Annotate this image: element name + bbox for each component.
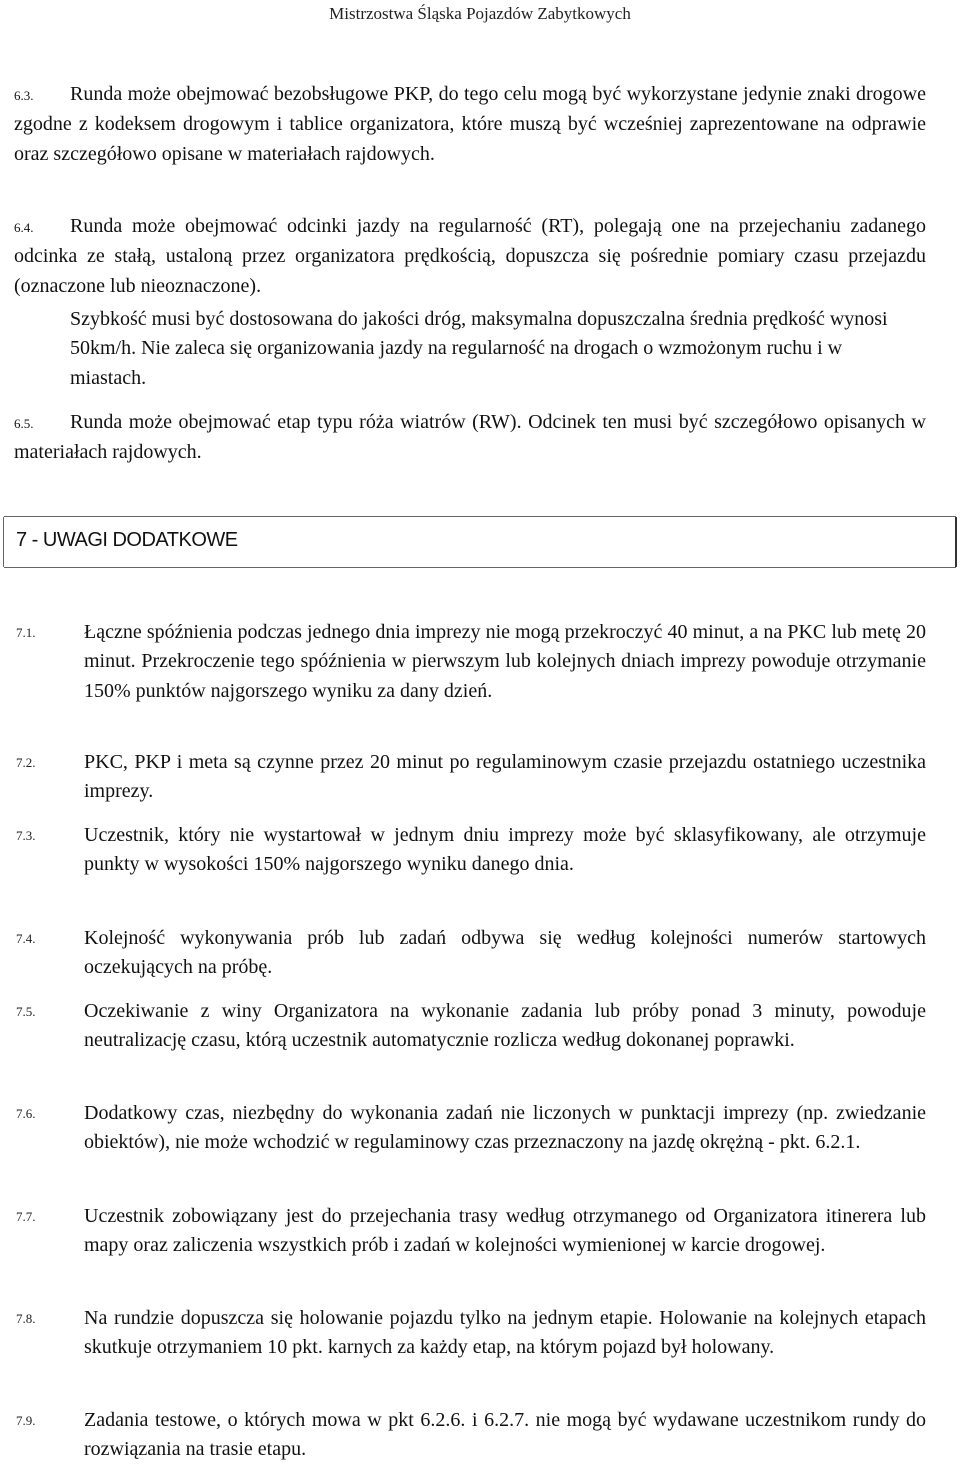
paragraph-number-7-9: 7.9. <box>16 1413 36 1428</box>
page-header: Mistrzostwa Śląska Pojazdów Zabytkowych <box>329 4 631 23</box>
paragraph-7-7: Uczestnik zobowiązany jest do przejechania trasy według otrzymanego od Organizatora itinerera lub mapy oraz zaliczenia wszystkich prób i zadań w kolejności wymienionej w karcie drogowej. <box>84 1205 926 1257</box>
paragraph-text: Runda może obejmować bezobsługowe PKP, do tego celu mogą być wykorzystane jedynie znaki drogowe zgodne z kodeksem drogowym i tablice organizatora, które muszą być wcześniej zaprezentowane na odprawie oraz szczegółowo opisane w materiałach rajdowych. <box>14 83 926 165</box>
paragraph-6-3 <box>14 80 926 169</box>
paragraph-number: 6.4. <box>14 220 34 235</box>
paragraph-7-4: Kolejność wykonywania prób lub zadań odbywa się według kolejności numerów startowych oczekujących na próbę. <box>84 927 926 979</box>
paragraph-number-7-7: 7.7. <box>16 1209 36 1224</box>
paragraph-7-5: Oczekiwanie z winy Organizatora na wykonanie zadania lub próby ponad 3 minuty, powoduje neutralizację czasu, którą uczestnik automatycznie rozlicza według dokonanej poprawki. <box>84 1000 926 1052</box>
heading-border-right <box>955 517 957 567</box>
paragraph-number-7-4: 7.4. <box>16 931 36 946</box>
heading-border-left <box>3 517 4 567</box>
paragraph-6-5 <box>14 408 926 468</box>
paragraph-text: Runda może obejmować etap typu róża wiatrów (RW). Odcinek ten musi być szczegółowo opisanych w materiałach rajdowych. <box>14 411 926 464</box>
paragraph-number-7-3: 7.3. <box>16 828 36 843</box>
paragraph-number-7-8: 7.8. <box>16 1311 36 1326</box>
paragraph-7-6: Dodatkowy czas, niezbędny do wykonania zadań nie liczonych w punktacji imprezy (np. zwiedzanie obiektów), nie może wchodzić w regulaminowy czas przeznaczony na jazdę okrężną - pkt. 6.2.1. <box>84 1102 926 1154</box>
section-title: 7 - UWAGI DODATKOWE <box>16 529 238 551</box>
paragraph-number: 6.3. <box>14 88 34 103</box>
paragraph-7-1: Łączne spóźnienia podczas jednego dnia imprezy nie mogą przekroczyć 40 minut, a na PKC lub metę 20 minut. Przekroczenie tego spóźnienia w pierwszym lub kolejnych dniach imprezy powoduje otrzymanie 150% punktów najgorszego wyniku za dany dzień. <box>84 621 926 702</box>
paragraph-7-8: Na rundzie dopuszcza się holowanie pojazdu tylko na jednym etapie. Holowanie na kolejnych etapach skutkuje otrzymaniem 10 pkt. karnych za każdy etap, na którym pojazd był holowany. <box>84 1307 926 1359</box>
paragraph-6-4 <box>14 212 926 301</box>
paragraph-number: 6.5. <box>14 416 34 431</box>
paragraph-number-7-1: 7.1. <box>16 625 36 640</box>
paragraph-7-2: PKC, PKP i meta są czynne przez 20 minut po regulaminowym czasie przejazdu ostatniego uczestnika imprezy. <box>84 751 926 803</box>
paragraph-number-7-6: 7.6. <box>16 1106 36 1121</box>
paragraph-text: Runda może obejmować odcinki jazdy na regularność (RT), polegają one na przejechaniu zadanego odcinka ze stałą, ustaloną przez organizatora prędkością, dopuszcza się pośrednie pomiary czasu przejazdu (oznaczone lub nieoznaczone). <box>14 215 926 297</box>
section-heading-box <box>4 516 956 568</box>
paragraph-number-7-2: 7.2. <box>16 755 36 770</box>
paragraph-number-7-5: 7.5. <box>16 1004 36 1019</box>
paragraph-7-3: Uczestnik, który nie wystartował w jednym dniu imprezy może być sklasyfikowany, ale otrzymuje punkty w wysokości 150% najgorszego wyniku danego dnia. <box>84 824 926 876</box>
paragraph-7-9: Zadania testowe, o których mowa w pkt 6.2.6. i 6.2.7. nie mogą być wydawane uczestnikom rundy do rozwiązania na trasie etapu. <box>84 1409 926 1461</box>
paragraph-6-4-continuation: Szybkość musi być dostosowana do jakości dróg, maksymalna dopuszczalna średnia prędkość wynosi 50km/h. Nie zaleca się organizowania jazdy na regularność na drogach o wzmożonym ruchu i w miastach. <box>70 308 888 389</box>
